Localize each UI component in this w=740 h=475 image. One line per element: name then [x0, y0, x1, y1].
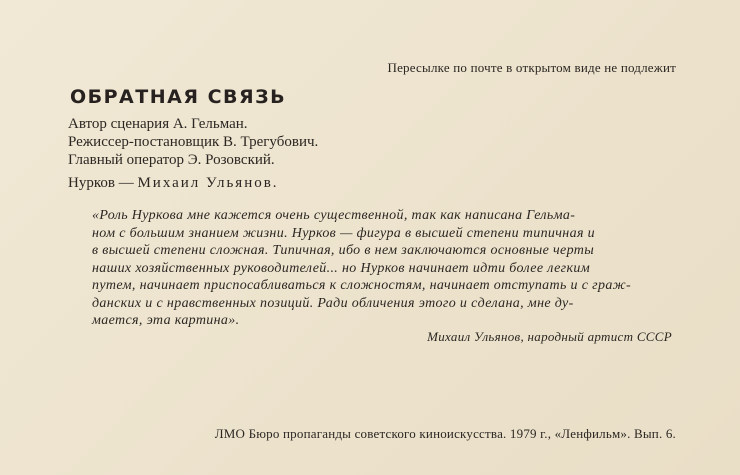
- quote-line: данских и с нравственных позиций. Ради обличения этого и сделана, мне ду-: [92, 295, 574, 311]
- quote-line: «Роль Нуркова мне кажется очень существенной, так как написана Гельма-: [92, 208, 576, 223]
- quote-line: ном с большим знанием жизни. Нурков — фигура в высшей степени типичная и: [92, 225, 596, 241]
- quote-attribution: Михаил Ульянов, народный артист СССР: [427, 329, 672, 344]
- cast-line: [68, 175, 279, 192]
- cast-role: Нурков: [68, 175, 115, 191]
- cast-actor: Михаил Ульянов.: [137, 175, 279, 191]
- quote-line: мается, эта картина».: [92, 313, 240, 328]
- credits-block: [68, 115, 318, 169]
- quote-line: путем, начинает приспосабливаться к сложностям, начинает отступать и с граж-: [92, 278, 632, 293]
- actor-quote: [92, 207, 682, 330]
- quote-line: в высшей степени сложная. Типичная, ибо в нем заключаются основные черты: [92, 243, 595, 258]
- credit-director: Режиссер-постановщик В. Трегубович.: [68, 134, 319, 150]
- credit-screenwriter: Автор сценария А. Гельман.: [68, 116, 248, 132]
- film-title: ОБРАТНАЯ СВЯЗЬ: [70, 86, 287, 108]
- quote-line: наших хозяйственных руководителей... но Нурков начинает идти более легким: [92, 260, 591, 276]
- credit-cinematographer: Главный оператор Э. Розовский.: [68, 152, 275, 168]
- publisher-footer: ЛМО Бюро пропаганды советского киноискусства. 1979 г., «Ленфильм». Вып. 6.: [214, 426, 676, 441]
- mailing-notice: Пересылке по почте в открытом виде не подлежит: [387, 60, 676, 75]
- cast-dash: —: [114, 175, 138, 191]
